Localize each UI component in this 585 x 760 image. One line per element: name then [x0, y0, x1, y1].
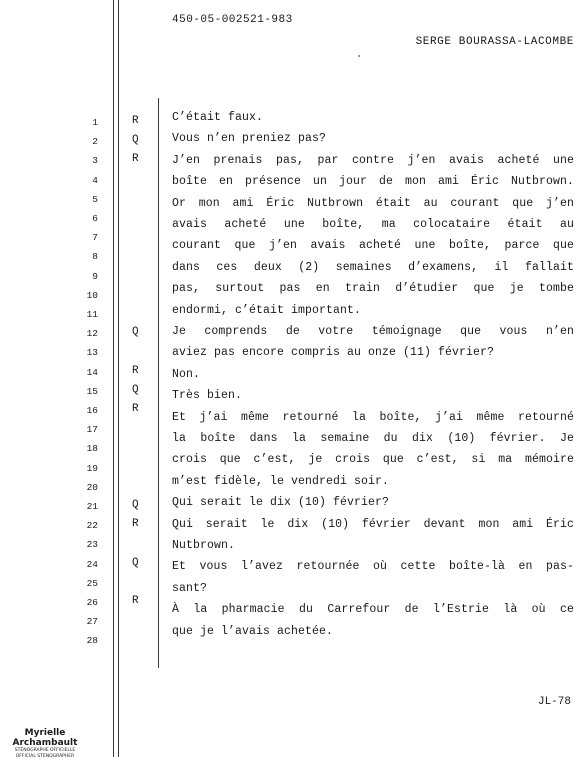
line-number: 20 [86, 481, 98, 493]
testimony-line: Et j’ai même retourné la boîte, j’ai même retourné [172, 410, 574, 424]
stamp-line-en: OFFICIAL STENOGRAPHER [15, 754, 75, 759]
testimony-line: Non. [172, 367, 201, 381]
testimony-line: crois que c’est, je crois que c’est, si ma mémoire [172, 453, 574, 467]
testimony-line: À la pharmacie du Carrefour de l’Estrie là où ce [172, 603, 574, 617]
line-number: 16 [86, 405, 98, 416]
line-number: 1 [92, 117, 98, 128]
testimony-line: dans ces deux (2) semaines d’examens, il fallait [172, 260, 574, 274]
line-number: 3 [92, 155, 98, 167]
line-number: 25 [86, 577, 98, 589]
line-number: 12 [86, 328, 98, 340]
testimony-line: Qui serait le dix (10) février? [172, 496, 390, 510]
speck [358, 55, 360, 57]
line-number: 14 [86, 366, 98, 378]
margin-rule-left-inner [118, 0, 119, 757]
speaker-label: R [132, 403, 139, 415]
testimony-line: Or mon ami Éric Nutbrown était au courant que j’en [172, 196, 574, 210]
speaker-label: R [132, 518, 139, 531]
speaker-label: Q [132, 134, 139, 147]
speaker-rule [158, 98, 159, 668]
testimony-line: C’était faux. [172, 111, 264, 124]
line-number: 23 [86, 539, 98, 551]
testimony-line: Très bien. [172, 389, 243, 403]
line-number: 28 [86, 635, 98, 647]
speaker-label: R [132, 115, 139, 127]
testimony-line: aviez pas encore compris au onze (11) février? [172, 346, 495, 360]
speaker-label: Q [132, 556, 139, 569]
testimony-line: boîte en présence un jour de mon ami Éric Nutbrown. [172, 175, 574, 189]
line-number: 26 [86, 597, 98, 608]
testimony-line: Je comprends de votre témoignage que vous n’en [172, 325, 574, 338]
testimony-line: endormi, c’était important. [172, 303, 362, 317]
line-number: 18 [86, 443, 98, 455]
line-number: 15 [86, 385, 98, 397]
line-number: 22 [86, 520, 98, 532]
line-number: 11 [86, 309, 98, 320]
stamp-name: Myrielle Archambault [12, 728, 78, 748]
line-number: 19 [86, 462, 98, 474]
line-number: 6 [92, 213, 98, 224]
testimony-line: Qui serait le dix (10) février devant mon ami Éric [172, 517, 574, 531]
line-number: 13 [86, 347, 98, 359]
line-number: 17 [86, 424, 98, 436]
line-number: 7 [92, 232, 98, 244]
speaker-label: Q [132, 499, 139, 511]
margin-rule-left [113, 0, 114, 757]
page-reference: JL-78 [537, 696, 571, 708]
line-number: 27 [86, 616, 98, 628]
line-number: 24 [86, 558, 98, 570]
speaker-label: R [132, 364, 139, 377]
testimony-line: Nutbrown. [172, 539, 236, 552]
testimony-line: avais acheté une boîte, ma colocataire était au [172, 218, 574, 231]
case-number: 450-05-002521-983 [172, 14, 293, 26]
speaker-label: R [132, 153, 139, 166]
testimony-line: Vous n’en preniez pas? [172, 132, 327, 146]
line-number: 10 [86, 289, 98, 301]
testimony-line: Et vous l’avez retournée où cette boîte-là en pas- [172, 560, 574, 574]
line-number: 9 [92, 270, 98, 282]
testimony-line: la boîte dans la semaine du dix (10) février. Je [172, 432, 574, 445]
testimony-line: que je l’avais achetée. [172, 624, 334, 638]
stamp-line-fr: STÉNOGRAPHE OFFICIELLE [14, 748, 76, 753]
stenographer-stamp [2, 728, 88, 760]
testimony-line: courant que j’en avais acheté une boîte, parce que [172, 239, 574, 253]
testimony-line: m’est fidèle, le vendredi soir. [172, 474, 390, 488]
line-number: 2 [92, 136, 98, 148]
speaker-label: R [132, 595, 139, 607]
speaker-label: Q [132, 326, 139, 339]
witness-name: SERGE BOURASSA-LACOMBE [415, 36, 574, 48]
line-number: 4 [92, 174, 98, 186]
line-number: 21 [86, 501, 98, 512]
testimony-line: J’en prenais pas, par contre j’en avais acheté une [172, 153, 574, 167]
speaker-label: Q [132, 383, 139, 396]
testimony-line: pas, surtout pas en train d’étudier que je tombe [172, 282, 574, 296]
testimony-line: sant? [172, 581, 208, 595]
line-number: 8 [92, 251, 98, 263]
line-number: 5 [92, 193, 98, 205]
